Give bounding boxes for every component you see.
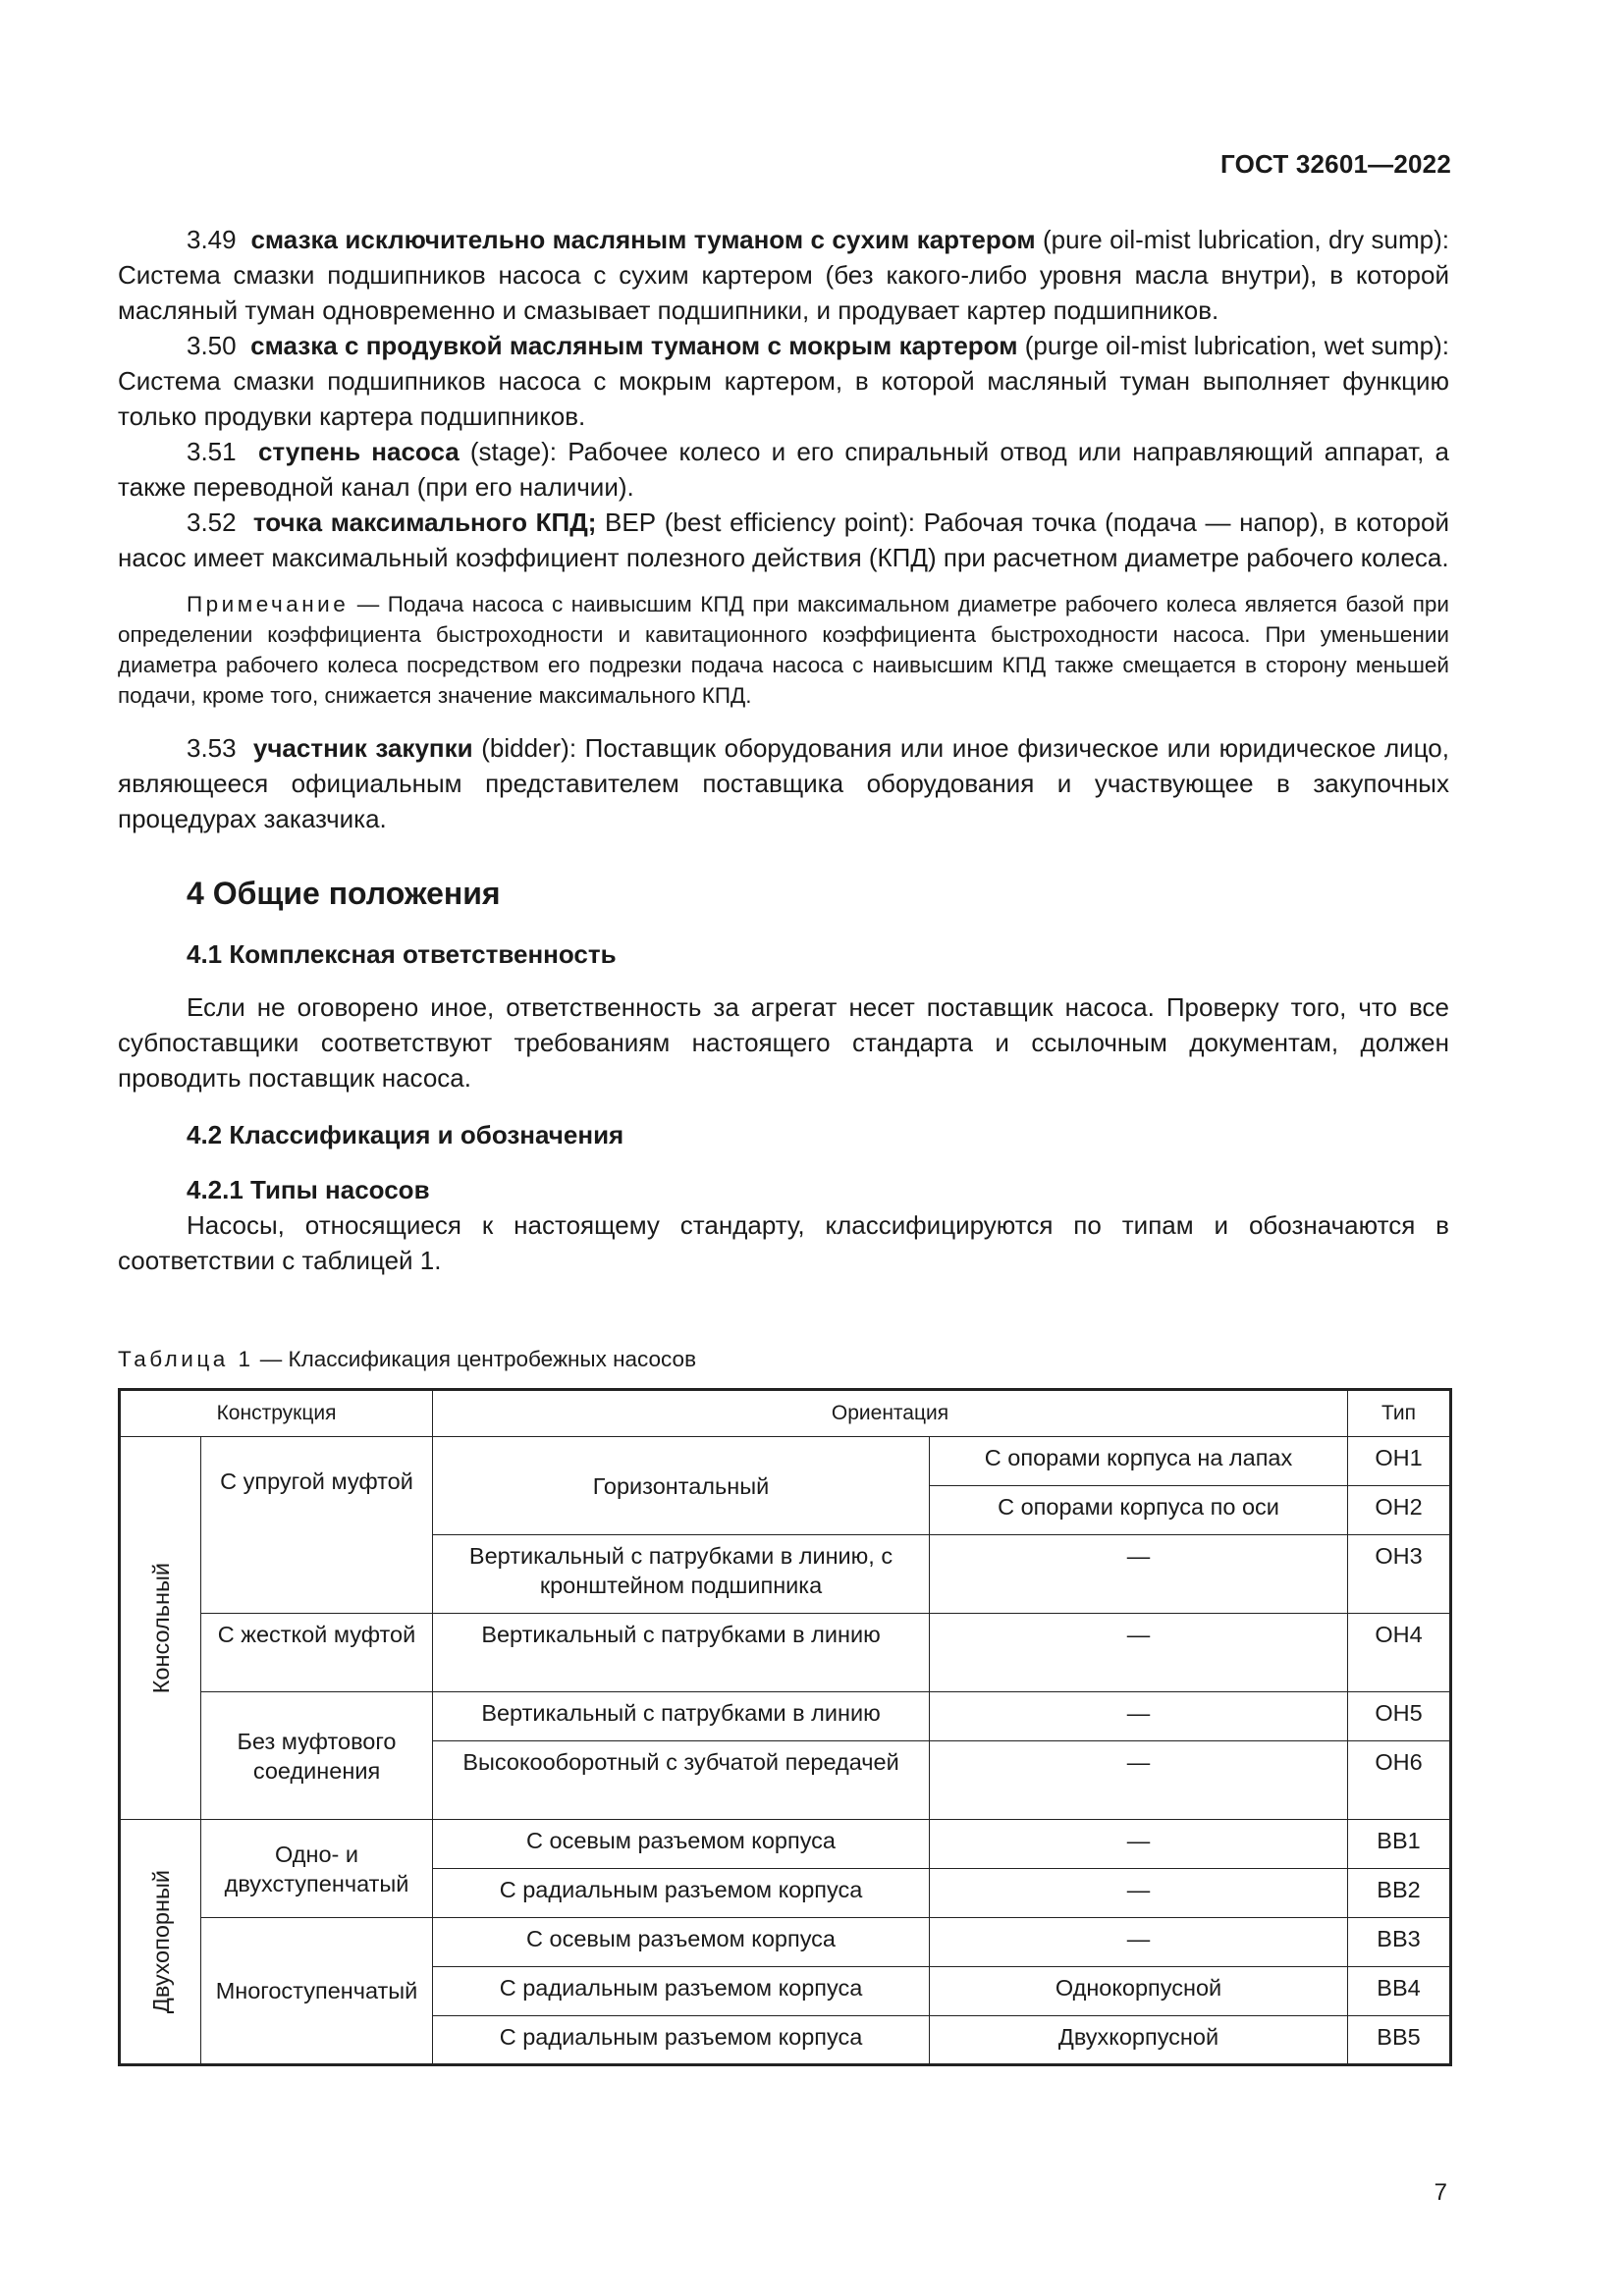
clause-text: (bidder): Поставщик оборудования или иное физическое или юридическое лицо, являющееся официальным представителем поставщика оборудования и участвующее в закупочных процедурах заказчика. <box>118 733 1449 833</box>
clause-3-51 <box>118 434 1449 505</box>
section-4-1-title: 4.1 Комплексная ответственность <box>187 939 617 969</box>
table-row <box>120 1692 1451 1741</box>
type-cell: ОН1 <box>1348 1437 1451 1486</box>
orientation-cell: С радиальным разъемом корпуса <box>433 2016 930 2065</box>
clause-number: 3.50 <box>187 331 237 360</box>
orientation-cell: С осевым разъемом корпуса <box>433 1918 930 1967</box>
stage-cell: Одно- и двухступенчатый <box>201 1820 433 1918</box>
table-row <box>120 1614 1451 1692</box>
orientation-cell: С радиальным разъемом корпуса <box>433 1967 930 2016</box>
table-row <box>120 1820 1451 1869</box>
orientation-cell: Вертикальный с патрубками в линию, с кронштейном подшипника <box>433 1535 930 1614</box>
clause-text: (purge oil-mist lubrication, wet sump): Система смазки подшипников насоса с мокрым картером, в которой масляный туман выполняет функцию только продувки картера подшипников. <box>118 331 1449 431</box>
coupling-cell: С упругой муфтой <box>201 1437 433 1614</box>
sub-cell: С опорами корпуса на лапах <box>930 1437 1348 1486</box>
clause-3-53 <box>118 730 1449 836</box>
table-caption <box>118 1345 696 1374</box>
type-cell: ВВ5 <box>1348 2016 1451 2065</box>
clause-term: ступень насоса <box>257 437 460 466</box>
document-code: ГОСТ 32601—2022 <box>1220 149 1451 179</box>
orientation-cell: Высокооборотный с зубчатой передачей <box>433 1741 930 1820</box>
note <box>118 589 1449 711</box>
sub-cell: — <box>930 1869 1348 1918</box>
sub-cell: — <box>930 1614 1348 1692</box>
clause-term: смазка исключительно масляным туманом с сухим картером <box>250 225 1036 254</box>
sub-cell: — <box>930 1820 1348 1869</box>
type-cell: ВВ4 <box>1348 1967 1451 2016</box>
sub-cell: — <box>930 1918 1348 1967</box>
type-cell: ВВ2 <box>1348 1869 1451 1918</box>
sub-cell: Однокорпусной <box>930 1967 1348 2016</box>
clause-text: (stage): Рабочее колесо и его спиральный отвод или направляющий аппарат, а также переводной канал (при его наличии). <box>118 437 1450 502</box>
sub-cell: — <box>930 1535 1348 1614</box>
clause-3-52 <box>118 505 1449 575</box>
group-label: Двухопорный <box>147 1869 174 2014</box>
coupling-cell: С жесткой муфтой <box>201 1614 433 1692</box>
type-cell: ОН2 <box>1348 1486 1451 1535</box>
section-4-1-text: Если не оговорено иное, ответственность за агрегат несет поставщик насоса. Проверку того, что все субпоставщики соответствуют требованиям настоящего стандарта и ссылочным документам, должен проводить поставщик насоса. <box>118 992 1449 1093</box>
sub-cell: — <box>930 1692 1348 1741</box>
orientation-cell: Горизонтальный <box>433 1437 930 1535</box>
pump-classification-table <box>118 1388 1452 2066</box>
stage-cell: Многоступенчатый <box>201 1918 433 2065</box>
table-row <box>120 1437 1451 1486</box>
header-orientation: Ориентация <box>433 1390 1348 1437</box>
clause-term: точка максимального КПД; <box>252 507 597 537</box>
clause-term: участник закупки <box>252 733 473 763</box>
table-caption-text: — Классификация центробежных насосов <box>253 1347 697 1371</box>
group-cell-oh <box>120 1437 201 1820</box>
orientation-cell: Вертикальный с патрубками в линию <box>433 1692 930 1741</box>
type-cell: ОН4 <box>1348 1614 1451 1692</box>
group-label: Консольный <box>147 1562 174 1694</box>
orientation-cell: Вертикальный с патрубками в линию <box>433 1614 930 1692</box>
orientation-cell: С осевым разъемом корпуса <box>433 1820 930 1869</box>
type-cell: ОН5 <box>1348 1692 1451 1741</box>
table-caption-label: Таблица 1 <box>118 1347 254 1371</box>
section-4-2-title: 4.2 Классификация и обозначения <box>187 1120 624 1149</box>
note-text: — Подача насоса с наивысшим КПД при максимальном диаметре рабочего колеса является базой при определении коэффициента быстроходности и кавитационного коэффициента быстроходности насоса. При уменьшении диаметра рабочего колеса посредством его подрезки подача насоса с наивысшим КПД также смещается в сторону меньшей подачи, кроме того, снижается значение максимального КПД. <box>118 592 1449 708</box>
coupling-cell: Без муфтового соединения <box>201 1692 433 1820</box>
header-construction: Конструкция <box>120 1390 433 1437</box>
sub-cell: Двухкорпусной <box>930 2016 1348 2065</box>
clause-number: 3.49 <box>187 225 237 254</box>
section-4-2-1-text: Насосы, относящиеся к настоящему стандарту, классифицируются по типам и обозначаются в соответствии с таблицей 1. <box>118 1210 1449 1275</box>
type-cell: ОН3 <box>1348 1535 1451 1614</box>
type-cell: ВВ1 <box>1348 1820 1451 1869</box>
group-cell-bb <box>120 1820 201 2065</box>
clause-3-50 <box>118 328 1449 434</box>
clause-3-49 <box>118 222 1449 328</box>
section-4-title: 4 Общие положения <box>187 876 501 911</box>
section-4-2-1-title: 4.2.1 Типы насосов <box>187 1175 430 1204</box>
sub-cell: — <box>930 1741 1348 1820</box>
clause-term: смазка с продувкой масляным туманом с мокрым картером <box>250 331 1018 360</box>
clause-number: 3.53 <box>187 733 237 763</box>
clause-text: ВЕР (best efficiency point): Рабочая точка (подача — напор), в которой насос имеет максимальный коэффициент полезного действия (КПД) при расчетном диаметре рабочего колеса. <box>118 507 1449 572</box>
type-cell: ОН6 <box>1348 1741 1451 1820</box>
header-type: Тип <box>1348 1390 1451 1437</box>
document-body <box>118 222 1449 1278</box>
table-row <box>120 1918 1451 1967</box>
note-label: Примечание <box>187 592 350 616</box>
clause-number: 3.52 <box>187 507 237 537</box>
type-cell: ВВ3 <box>1348 1918 1451 1967</box>
sub-cell: С опорами корпуса по оси <box>930 1486 1348 1535</box>
clause-number: 3.51 <box>187 437 237 466</box>
clause-text: (pure oil-mist lubrication, dry sump): Система смазки подшипников насоса с сухим картером (без какого-либо уровня масла внутри), в которой масляный туман одновременно и смазывает подшипники, и продувает картер подшипников. <box>118 225 1449 325</box>
table-header-row <box>120 1390 1451 1437</box>
orientation-cell: С радиальным разъемом корпуса <box>433 1869 930 1918</box>
page-number: 7 <box>1434 2179 1447 2206</box>
